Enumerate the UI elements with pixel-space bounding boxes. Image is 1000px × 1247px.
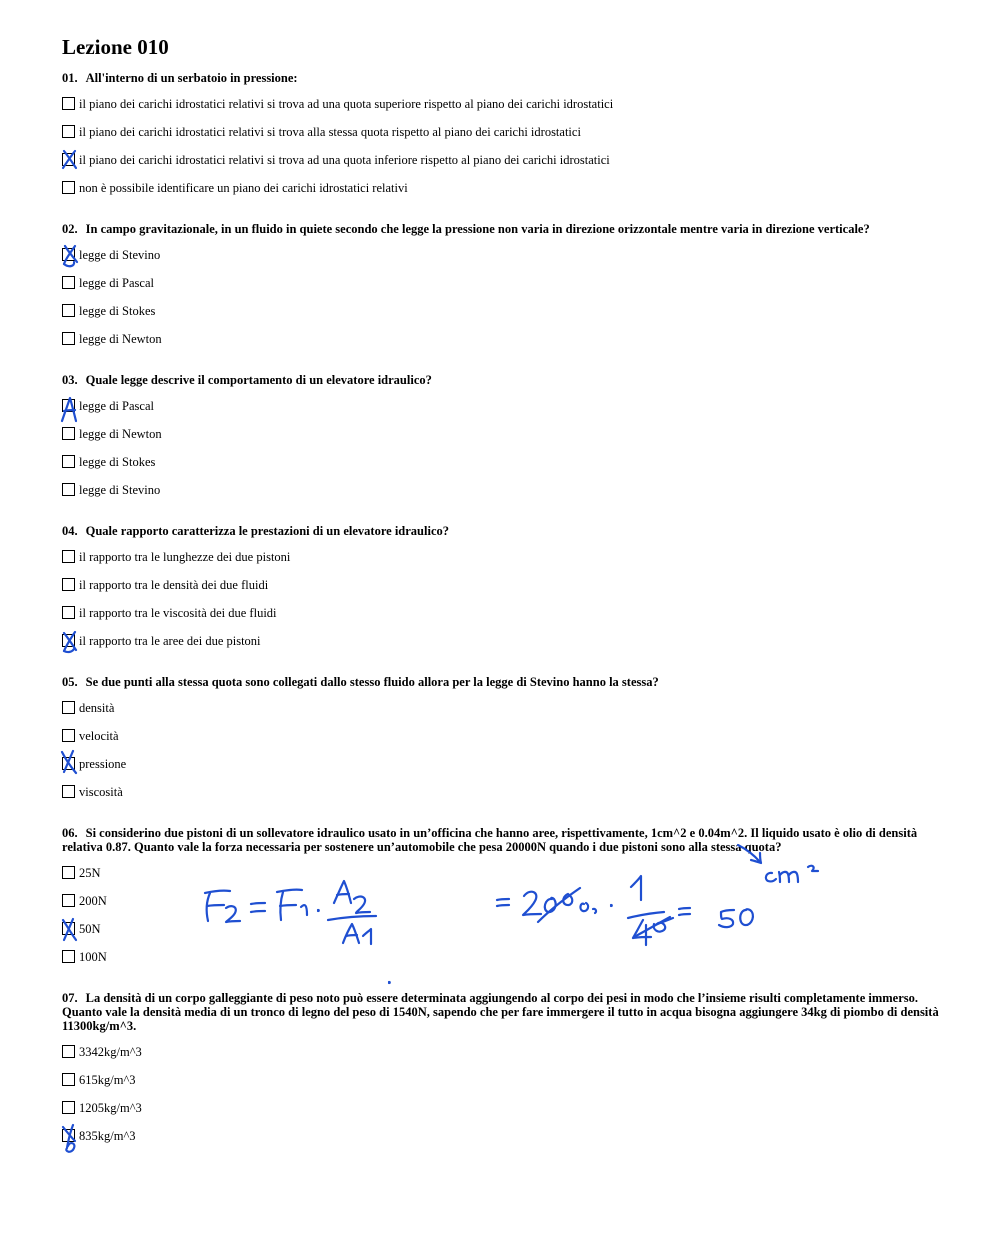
answer-checkbox[interactable] xyxy=(62,304,75,317)
answer-label: il piano dei carichi idrostatici relativi si trova alla stessa quota rispetto al piano dei carichi idrostatici xyxy=(79,125,581,139)
answer-checkbox[interactable] xyxy=(62,866,75,879)
answer-label: legge di Stokes xyxy=(79,304,156,318)
answer-option[interactable] xyxy=(62,578,942,606)
answer-option[interactable] xyxy=(62,922,942,950)
answer-option[interactable] xyxy=(62,276,942,304)
answer-option[interactable] xyxy=(62,1073,942,1101)
answer-option[interactable] xyxy=(62,894,942,922)
page-title: Lezione 010 xyxy=(62,35,169,59)
answer-option[interactable] xyxy=(62,304,942,332)
answer-checkbox[interactable] xyxy=(62,399,75,412)
question-label: Quale rapporto caratterizza le prestazioni di un elevatore idraulico? xyxy=(85,524,449,538)
answer-checkbox[interactable] xyxy=(62,248,75,261)
answer-option[interactable] xyxy=(62,785,942,813)
answer-label: 100N xyxy=(79,950,107,964)
answer-label: il piano dei carichi idrostatici relativi si trova ad una quota superiore rispetto al piano dei carichi idrostatici xyxy=(79,97,614,111)
answer-checkbox[interactable] xyxy=(62,1045,75,1058)
answer-checkbox[interactable] xyxy=(62,550,75,563)
question-number: 04. xyxy=(62,524,78,538)
answer-checkbox[interactable] xyxy=(62,1073,75,1086)
answer-option[interactable] xyxy=(62,332,942,360)
question-number: 01. xyxy=(62,71,78,85)
answer-label: 615kg/m^3 xyxy=(79,1073,136,1087)
answer-option[interactable] xyxy=(62,757,942,785)
answer-option[interactable] xyxy=(62,483,942,511)
answer-checkbox[interactable] xyxy=(62,701,75,714)
question-text xyxy=(62,71,942,85)
answer-checkbox[interactable] xyxy=(62,578,75,591)
answer-option[interactable] xyxy=(62,181,942,209)
answer-checkbox[interactable] xyxy=(62,922,75,935)
question-text xyxy=(62,826,942,854)
answer-checkbox[interactable] xyxy=(62,950,75,963)
answer-option[interactable] xyxy=(62,606,942,634)
answer-option[interactable] xyxy=(62,729,942,757)
answer-option[interactable] xyxy=(62,1129,942,1157)
answer-checkbox[interactable] xyxy=(62,181,75,194)
answer-checkbox[interactable] xyxy=(62,455,75,468)
question-number: 05. xyxy=(62,675,78,689)
question-label: Se due punti alla stessa quota sono collegati dallo stesso fluido allora per la legge di Stevino hanno la stessa? xyxy=(85,675,659,689)
question-number: 02. xyxy=(62,222,78,236)
answer-label: 835kg/m^3 xyxy=(79,1129,136,1143)
answer-checkbox[interactable] xyxy=(62,483,75,496)
question-01 xyxy=(62,71,942,209)
answer-label: il rapporto tra le lunghezze dei due pistoni xyxy=(79,550,291,564)
answer-checkbox[interactable] xyxy=(62,332,75,345)
answer-label: il rapporto tra le viscosità dei due fluidi xyxy=(79,606,277,620)
question-text xyxy=(62,524,942,538)
answer-label: il rapporto tra le densità dei due fluidi xyxy=(79,578,269,592)
answer-option[interactable] xyxy=(62,455,942,483)
answer-checkbox[interactable] xyxy=(62,1129,75,1142)
answer-label: legge di Stevino xyxy=(79,483,161,497)
answer-checkbox[interactable] xyxy=(62,729,75,742)
answer-label: densità xyxy=(79,701,115,715)
answer-option[interactable] xyxy=(62,950,942,978)
answer-label: legge di Newton xyxy=(79,332,162,346)
answer-checkbox[interactable] xyxy=(62,125,75,138)
answer-label: legge di Stokes xyxy=(79,455,156,469)
answer-checkbox[interactable] xyxy=(62,785,75,798)
answer-label: viscosità xyxy=(79,785,123,799)
answer-label: non è possibile identificare un piano dei carichi idrostatici relativi xyxy=(79,181,408,195)
question-03 xyxy=(62,373,942,511)
question-text xyxy=(62,373,942,387)
answer-option[interactable] xyxy=(62,634,942,662)
question-04 xyxy=(62,524,942,662)
answer-option[interactable] xyxy=(62,125,942,153)
question-07 xyxy=(62,991,942,1157)
answer-label: 3342kg/m^3 xyxy=(79,1045,142,1059)
answer-option[interactable] xyxy=(62,866,942,894)
question-label: All'interno di un serbatoio in pressione: xyxy=(85,71,298,85)
answer-label: pressione xyxy=(79,757,127,771)
question-label: La densità di un corpo galleggiante di peso noto può essere determinata aggiungendo al corpo dei pesi in modo che l’insieme risulti completamente immerso. Quanto vale la densità media di un tronco di legno del peso di 1540N, sapendo che per fare immergere il tutto in acqua bisogna aggiungere 34kg di piombo di densità 11300kg/m^3. xyxy=(62,991,939,1033)
question-02 xyxy=(62,222,942,360)
answer-option[interactable] xyxy=(62,1045,942,1073)
answer-option[interactable] xyxy=(62,97,942,125)
question-label: Si considerino due pistoni di un sollevatore idraulico usato in un’officina che hanno aree, rispettivamente, 1cm^2 e 0.04m^2. Il liquido usato è olio di densità relativa 0.87. Quanto vale la forza necessaria per sostenere un’automobile che pesa 20000N quando i due pistoni sono alla stessa quota? xyxy=(62,826,918,854)
answer-label: il piano dei carichi idrostatici relativi si trova ad una quota inferiore rispetto al piano dei carichi idrostatici xyxy=(79,153,610,167)
answer-label: il rapporto tra le aree dei due pistoni xyxy=(79,634,261,648)
question-text xyxy=(62,991,942,1033)
answer-checkbox[interactable] xyxy=(62,606,75,619)
answer-label: legge di Stevino xyxy=(79,248,161,262)
answer-label: 200N xyxy=(79,894,107,908)
answer-checkbox[interactable] xyxy=(62,97,75,110)
answer-label: 50N xyxy=(79,922,101,936)
answer-option[interactable] xyxy=(62,399,942,427)
question-number: 03. xyxy=(62,373,78,387)
question-text xyxy=(62,675,942,689)
answer-label: 1205kg/m^3 xyxy=(79,1101,142,1115)
question-label: In campo gravitazionale, in un fluido in quiete secondo che legge la pressione non varia in direzione orizzontale mentre varia in direzione verticale? xyxy=(85,222,870,236)
answer-label: legge di Newton xyxy=(79,427,162,441)
answer-option[interactable] xyxy=(62,1101,942,1129)
answer-checkbox[interactable] xyxy=(62,427,75,440)
question-text xyxy=(62,222,942,236)
answer-label: legge di Pascal xyxy=(79,276,154,290)
answer-checkbox[interactable] xyxy=(62,894,75,907)
answer-checkbox[interactable] xyxy=(62,757,75,770)
question-05 xyxy=(62,675,942,813)
answer-option[interactable] xyxy=(62,427,942,455)
question-number: 07. xyxy=(62,991,78,1005)
answer-option[interactable] xyxy=(62,550,942,578)
answer-option[interactable] xyxy=(62,248,942,276)
question-06 xyxy=(62,826,942,978)
answer-label: legge di Pascal xyxy=(79,399,154,413)
question-label: Quale legge descrive il comportamento di un elevatore idraulico? xyxy=(85,373,432,387)
answer-checkbox[interactable] xyxy=(62,276,75,289)
answer-checkbox[interactable] xyxy=(62,1101,75,1114)
answer-label: velocità xyxy=(79,729,119,743)
answer-option[interactable] xyxy=(62,153,942,181)
answer-checkbox[interactable] xyxy=(62,634,75,647)
answer-option[interactable] xyxy=(62,701,942,729)
answer-checkbox[interactable] xyxy=(62,153,75,166)
answer-label: 25N xyxy=(79,866,101,880)
question-number: 06. xyxy=(62,826,78,840)
